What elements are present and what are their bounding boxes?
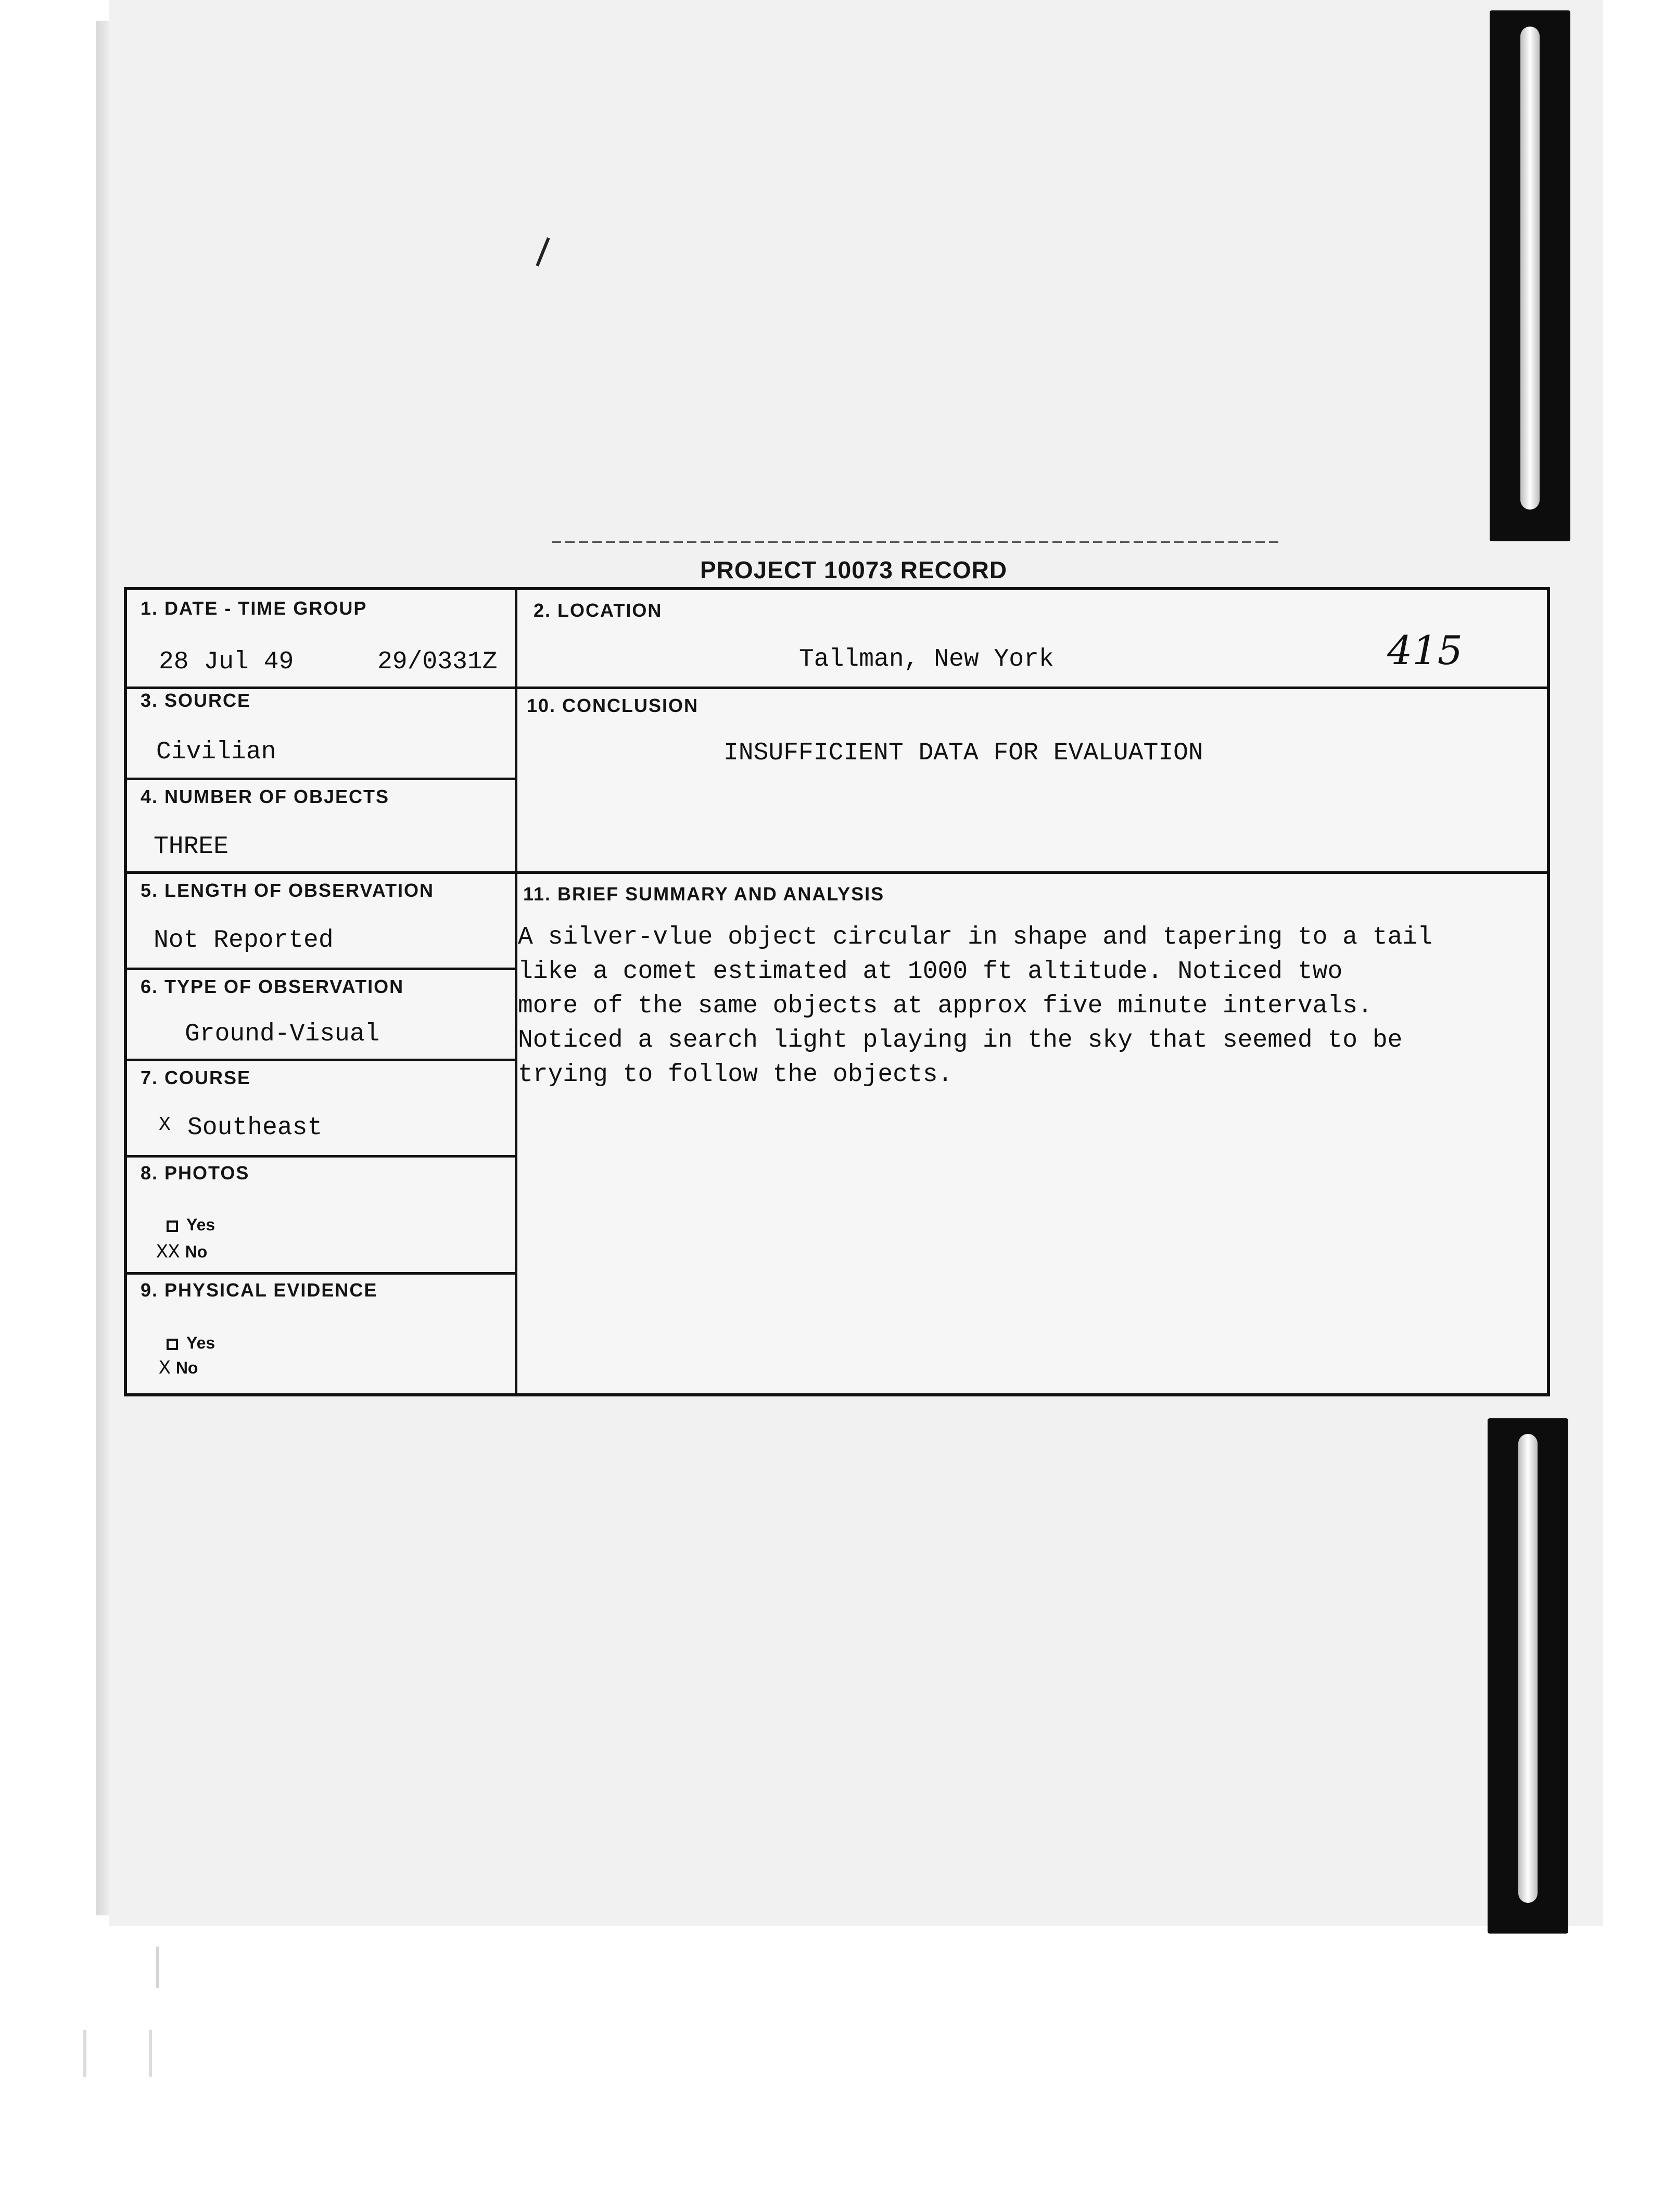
number-of-objects-value: THREE xyxy=(154,833,229,861)
length-of-observation-label: 5. LENGTH OF OBSERVATION xyxy=(141,880,435,901)
photos-yes-option xyxy=(167,1215,215,1235)
physical-evidence-no-mark: X xyxy=(159,1357,171,1380)
summary-value: A silver-vlue object circular in shape and tapering to a tail like a comet estimated at 1000 ft altitude. Noticed two more of the same objects at approx five minute intervals. Noticed a search light playing in the sky that seemed to be trying to follow the objects. xyxy=(518,923,1433,1089)
type-of-observation-value: Ground-Visual xyxy=(185,1020,380,1048)
summary-label: 11. BRIEF SUMMARY AND ANALYSIS xyxy=(523,883,885,905)
bleed-through-mark xyxy=(83,2030,152,2077)
course-value: Southeast xyxy=(187,1114,323,1142)
date-value: 28 Jul 49 xyxy=(159,648,294,676)
row-divider xyxy=(127,1272,516,1275)
row-divider xyxy=(127,778,516,780)
conclusion-label: 10. CONCLUSION xyxy=(527,695,699,716)
photos-no-option xyxy=(156,1241,207,1264)
course-label: 7. COURSE xyxy=(141,1067,251,1088)
location-value: Tallman, New York xyxy=(799,645,1054,673)
physical-evidence-label: 9. PHYSICAL EVIDENCE xyxy=(141,1279,378,1301)
number-of-objects-label: 4. NUMBER OF OBJECTS xyxy=(141,786,390,807)
film-strip-top xyxy=(1490,10,1570,541)
physical-evidence-no-label: No xyxy=(175,1358,198,1377)
film-strip-bottom xyxy=(1488,1418,1568,1934)
time-value: 29/0331Z xyxy=(377,648,498,676)
source-label: 3. SOURCE xyxy=(141,690,251,711)
row-divider xyxy=(127,1155,516,1158)
photos-yes-label: Yes xyxy=(186,1215,215,1234)
source-value: Civilian xyxy=(156,738,276,766)
card-title: PROJECT 10073 RECORD xyxy=(700,556,1008,583)
physical-evidence-no-option xyxy=(159,1357,198,1380)
row-divider xyxy=(127,687,1548,689)
handwritten-case-number: 415 xyxy=(1387,627,1463,673)
bleed-through-mark xyxy=(156,1947,191,1988)
row-divider xyxy=(127,871,1548,874)
type-of-observation-label: 6. TYPE OF OBSERVATION xyxy=(141,976,404,997)
title-rule xyxy=(552,541,1280,543)
row-divider xyxy=(127,968,516,970)
date-time-label: 1. DATE - TIME GROUP xyxy=(141,598,367,619)
physical-evidence-yes-checkbox xyxy=(167,1339,178,1350)
physical-evidence-yes-label: Yes xyxy=(186,1333,215,1352)
course-prefix: X xyxy=(159,1114,171,1136)
row-divider xyxy=(127,1059,516,1061)
conclusion-value: INSUFFICIENT DATA FOR EVALUATION xyxy=(723,739,1203,767)
photos-label: 8. PHOTOS xyxy=(141,1162,250,1184)
photos-yes-checkbox xyxy=(167,1221,178,1232)
length-of-observation-value: Not Reported xyxy=(154,926,334,955)
photos-no-mark: XX xyxy=(156,1241,180,1264)
physical-evidence-yes-option xyxy=(167,1333,215,1353)
location-label: 2. LOCATION xyxy=(534,600,663,621)
photos-no-label: No xyxy=(185,1242,208,1261)
